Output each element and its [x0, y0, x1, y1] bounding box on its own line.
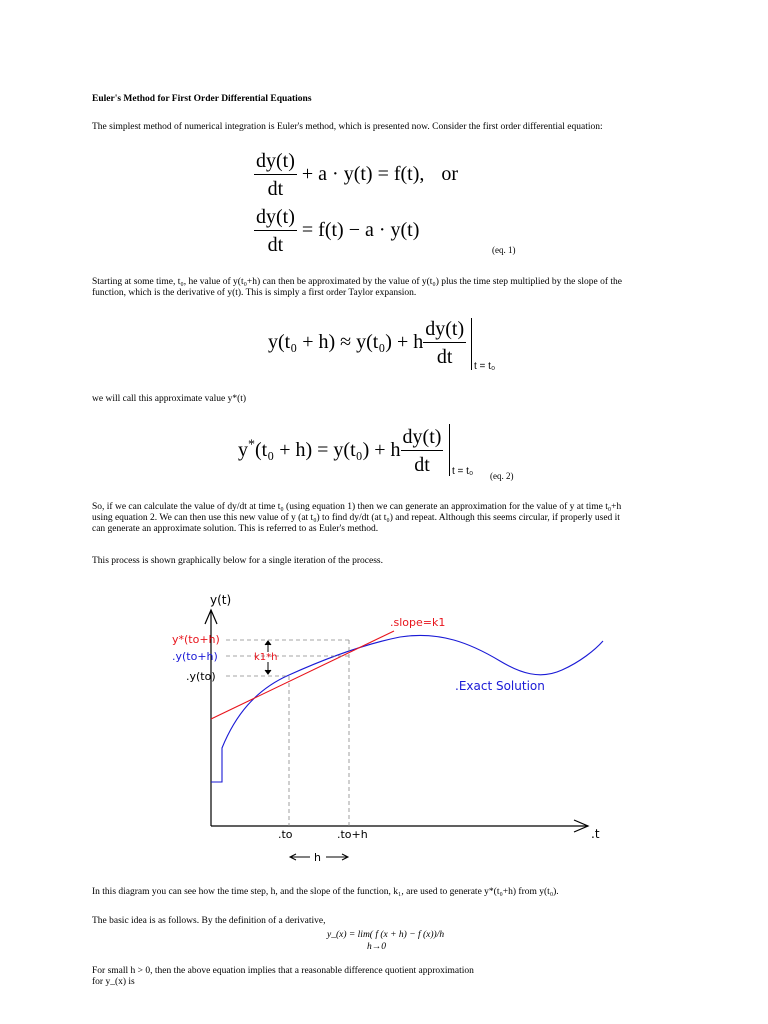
- limit-subscript: h→0: [367, 942, 386, 952]
- fraction-denominator: dt: [267, 234, 284, 256]
- equation-2-rhs: (t₀ + h) = y(t₀) + h: [255, 439, 401, 462]
- evaluation-subscript: t = t₀: [452, 466, 474, 477]
- fraction-numerator: dy(t): [423, 318, 466, 343]
- k1h-arrowhead-up: [265, 641, 271, 645]
- k1h-label: k1*h: [254, 652, 278, 663]
- fraction-denominator: dt: [267, 178, 284, 200]
- taylor-lhs: y(t₀ + h) ≈ y(t₀) + h: [268, 331, 424, 354]
- h-label: h: [314, 851, 321, 864]
- text-line: for y_(x) is: [92, 977, 135, 987]
- diagram-explanation: In this diagram you can see how the time step, h, and the slope of the function, k₁, are used to generate y*(t₀+h) from y(t₀).: [92, 887, 559, 897]
- equation-1-rhs: + a · y(t) = f(t),: [301, 163, 425, 186]
- fraction-numerator: dy(t): [401, 426, 444, 451]
- diagram-intro: This process is shown graphically below for a single iteration of the process.: [92, 556, 383, 566]
- k1h-arrowhead-down: [265, 670, 271, 674]
- exact-solution-label: .Exact Solution: [455, 679, 545, 693]
- t-axis-label: .t: [591, 827, 600, 841]
- page-title: Euler's Method for First Order Differential Equations: [92, 94, 312, 104]
- yh-label: .y(to+h): [172, 650, 218, 663]
- ystar-label: y*(to+h): [172, 633, 220, 646]
- text-line: function, which is the derivative of y(t). This is simply a first order Taylor expansion.: [92, 288, 417, 298]
- y0-label: .y(to): [186, 670, 216, 683]
- star-superscript: *: [248, 437, 255, 453]
- evaluation-subscript: t = t₀: [474, 361, 496, 372]
- text-line: can generate an approximate solution. This is referred to as Euler's method.: [92, 524, 379, 534]
- equation-1-tag: (eq. 1): [492, 245, 516, 255]
- limit-expression: y_(x) = lim( f (x + h) − f (x))/h: [327, 930, 445, 940]
- equation-2-y: y: [238, 439, 248, 462]
- intro-paragraph: The simplest method of numerical integration is Euler's method, which is presented now. Consider the first order differential equation:: [92, 122, 603, 132]
- slope-label: .slope=k1: [390, 616, 446, 629]
- t0h-label: .to+h: [337, 828, 368, 841]
- fraction-numerator: dy(t): [254, 150, 297, 175]
- approx-paragraph: we will call this approximate value y*(t): [92, 394, 247, 404]
- fraction-numerator: dy(t): [254, 206, 297, 231]
- text-line: For small h > 0, then the above equation implies that a reasonable difference quotient approximation: [92, 966, 474, 976]
- slope-line: [211, 631, 394, 719]
- text-line: using equation 2. We can then use this new value of y (at t₀) to find dy/dt (at t₀) and repeat. Although this seems circular, if properly used it: [92, 513, 620, 523]
- equation-or: or: [441, 163, 459, 186]
- fraction-denominator: dt: [436, 346, 453, 368]
- y-axis-label: y(t): [210, 593, 232, 607]
- difference-quotient-paragraph: [92, 966, 474, 988]
- text-line: Starting at some time, t₀, he value of y(t₀+h) can then be approximated by the value of y(t₀) plus the time step multiplied by the slope of the: [92, 277, 623, 287]
- equation-1-rhs-2: = f(t) − a · y(t): [301, 219, 420, 242]
- text-line: So, if we can calculate the value of dy/dt at time t₀ (using equation 1) then we can generate an approximation for the value of y at time t₀+h: [92, 502, 622, 512]
- equation-2-tag: (eq. 2): [490, 471, 514, 481]
- derivative-paragraph: The basic idea is as follows. By the definition of a derivative,: [92, 916, 326, 926]
- t0-label: .to: [278, 828, 293, 841]
- fraction-denominator: dt: [414, 454, 430, 476]
